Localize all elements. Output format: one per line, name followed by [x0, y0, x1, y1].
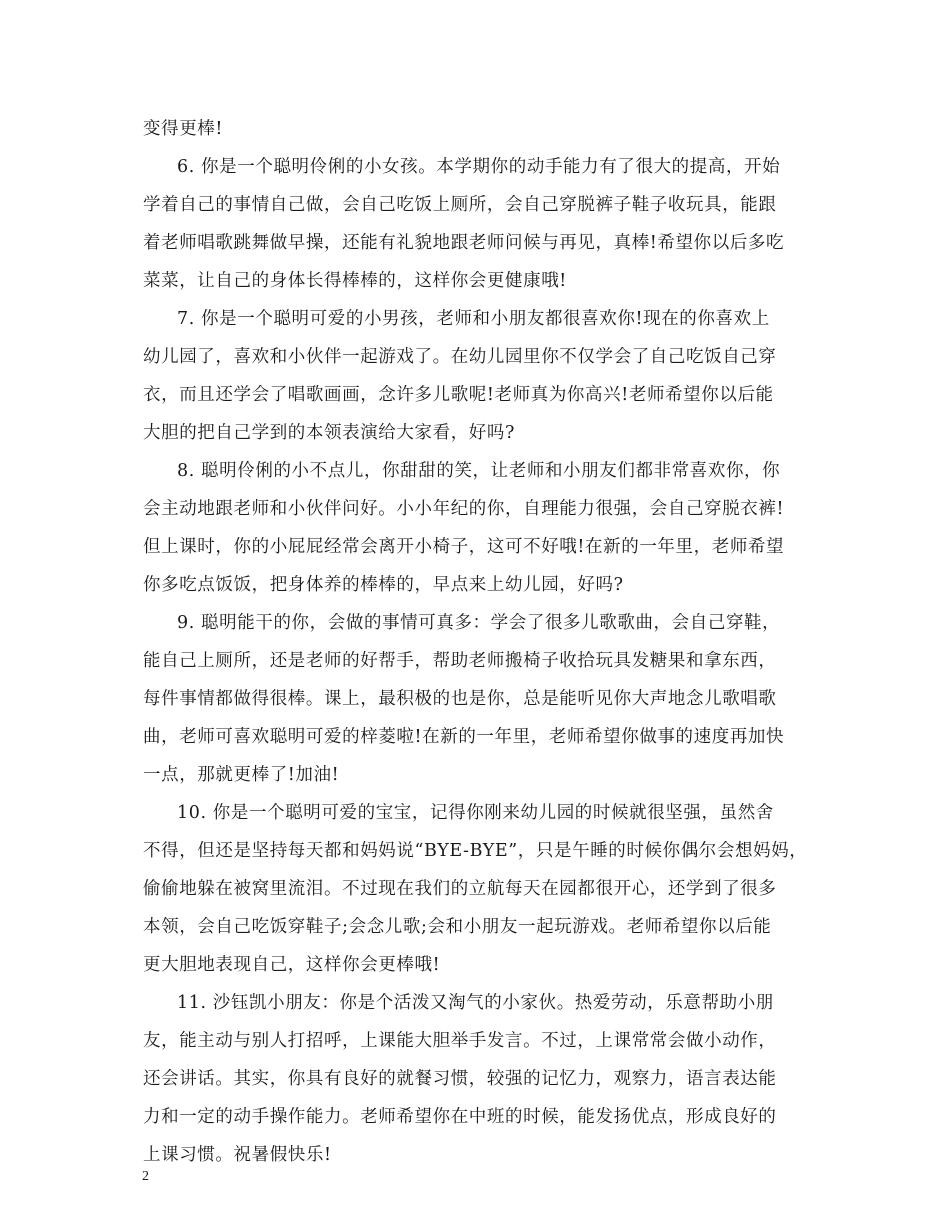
text-line: 着老师唱歌跳舞做早操，还能有礼貌地跟老师问候与再见，真棒!希望你以后多吃 [143, 233, 785, 253]
text-line: 还会讲话。其实，你具有良好的就餐习惯，较强的记忆力，观察力，语言表达能 [143, 1069, 777, 1089]
paragraph-7-line: 7. 你是一个聪明可爱的小男孩，老师和小朋友都很喜欢你!现在的你喜欢上 [177, 309, 770, 329]
text-line: 你多吃点饭饭，把身体养的棒棒的，早点来上幼儿园，好吗? [143, 575, 624, 595]
text-line: 大胆的把自己学到的本领表演给大家看，好吗? [143, 423, 515, 443]
paragraph-9-line: 9. 聪明能干的你，会做的事情可真多：学会了很多儿歌歌曲，会自己穿鞋， [177, 613, 781, 633]
paragraph-11-line: 11. 沙钰凯小朋友：你是个活泼又淘气的小家伙。热爱劳动，乐意帮助小朋 [177, 993, 774, 1013]
text-line: 但上课时，你的小屁屁经常会离开小椅子，这可不好哦!在新的一年里，老师希望 [143, 537, 785, 557]
page-number: 2 [142, 1169, 149, 1184]
text-line: 更大胆地表现自己，这样你会更棒哦! [143, 955, 441, 975]
text-line: 衣，而且还学会了唱歌画画，念许多儿歌呢!老师真为你高兴!老师希望你以后能 [143, 385, 774, 405]
text-line: 菜菜，让自己的身体长得棒棒的，这样你会更健康哦! [143, 271, 567, 291]
text-line: 变得更棒! [143, 119, 224, 139]
text-line: 本领，会自己吃饭穿鞋子;会念儿歌;会和小朋友一起玩游戏。老师希望你以后能 [143, 917, 772, 937]
text-line: 每件事情都做得很棒。课上，最积极的也是你，总是能听见你大声地念儿歌唱歌 [143, 689, 777, 709]
paragraph-8-line: 8. 聪明伶俐的小不点儿，你甜甜的笑，让老师和小朋友们都非常喜欢你，你 [177, 461, 781, 481]
text-line: 学着自己的事情自己做，会自己吃饭上厕所，会自己穿脱裤子鞋子收玩具，能跟 [143, 195, 777, 215]
text-line: 幼儿园了，喜欢和小伙伴一起游戏了。在幼儿园里你不仅学会了自己吃饭自己穿 [143, 347, 777, 367]
text-line: 曲，老师可喜欢聪明可爱的梓菱啦!在新的一年里，老师希望你做事的速度再加快 [143, 727, 785, 747]
text-line: 上课习惯。祝暑假快乐! [143, 1145, 332, 1165]
text-line: 不得，但还是坚持每天都和妈妈说“BYE-BYE”，只是午睡的时候你偶尔会想妈妈， [143, 841, 808, 861]
text-line: 能自己上厕所，还是老师的好帮手，帮助老师搬椅子收拾玩具发糖果和拿东西， [143, 651, 777, 671]
text-line: 会主动地跟老师和小伙伴问好。小小年纪的你，自理能力很强，会自己穿脱衣裤! [143, 499, 785, 519]
text-line: 友，能主动与别人打招呼，上课能大胆举手发言。不过，上课常常会做小动作， [143, 1031, 777, 1051]
text-line: 力和一定的动手操作能力。老师希望你在中班的时候，能发扬优点，形成良好的 [143, 1107, 777, 1127]
paragraph-10-line: 10. 你是一个聪明可爱的宝宝，记得你刚来幼儿园的时候就很坚强，虽然舍 [177, 803, 774, 823]
paragraph-6-line: 6. 你是一个聪明伶俐的小女孩。本学期你的动手能力有了很大的提高，开始 [177, 157, 781, 177]
text-line: 一点，那就更棒了!加油! [143, 765, 340, 785]
text-line: 偷偷地躲在被窝里流泪。不过现在我们的立航每天在园都很开心，还学到了很多 [143, 879, 777, 899]
